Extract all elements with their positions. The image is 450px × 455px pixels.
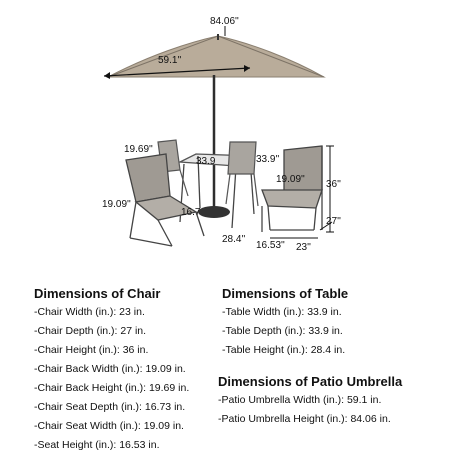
spec-item: -Patio Umbrella Height (in.): 84.06 in.: [218, 413, 391, 425]
chair-dimensions-list: [34, 303, 189, 455]
spec-item: -Chair Depth (in.): 27 in.: [34, 325, 147, 337]
chair-seat-depth-label: 16.7: [181, 207, 201, 218]
chair-width-label: 23'': [296, 242, 311, 253]
chair-back-width-left-label: 19.09'': [102, 199, 131, 210]
table-depth-label: 33.9'': [256, 154, 280, 165]
spec-item: -Chair Back Width (in.): 19.09 in.: [34, 363, 186, 375]
chair-height-label: 36'': [326, 179, 341, 190]
umbrella-dimensions-list: [218, 391, 391, 429]
chair-back-height-label: 19.69'': [124, 144, 153, 155]
chair-dimensions-title: Dimensions of Chair: [34, 286, 161, 301]
chair-depth-label: 27'': [326, 216, 341, 227]
spec-item: -Seat Height (in.): 16.53 in.: [34, 439, 160, 451]
front-chair-left: [126, 154, 204, 246]
spec-item: -Table Depth (in.): 33.9 in.: [222, 325, 343, 337]
spec-item: -Chair Seat Width (in.): 19.09 in.: [34, 420, 184, 432]
spec-item: -Chair Seat Depth (in.): 16.73 in.: [34, 401, 186, 413]
table-width-label: 33.9: [196, 156, 216, 167]
spec-item: -Patio Umbrella Width (in.): 59.1 in.: [218, 394, 382, 406]
umbrella-width-label: 59.1'': [158, 55, 182, 66]
spec-item: -Chair Width (in.): 23 in.: [34, 306, 145, 318]
spec-item: -Table Width (in.): 33.9 in.: [222, 306, 342, 318]
seat-height-label: 16.53'': [256, 240, 285, 251]
umbrella-dimensions-title: Dimensions of Patio Umbrella: [218, 374, 403, 389]
chair-back-width-right-label: 19.09'': [276, 174, 305, 185]
table-height-label: 28.4'': [222, 234, 246, 245]
spec-item: -Table Height (in.): 28.4 in.: [222, 344, 346, 356]
table-dimensions-list: [222, 303, 345, 360]
table-dimensions-title: Dimensions of Table: [222, 286, 349, 301]
spec-item: -Chair Height (in.): 36 in.: [34, 344, 149, 356]
spec-item: -Chair Back Height (in.): 19.69 in.: [34, 382, 190, 394]
umbrella-height-label: 84.06'': [210, 16, 239, 27]
